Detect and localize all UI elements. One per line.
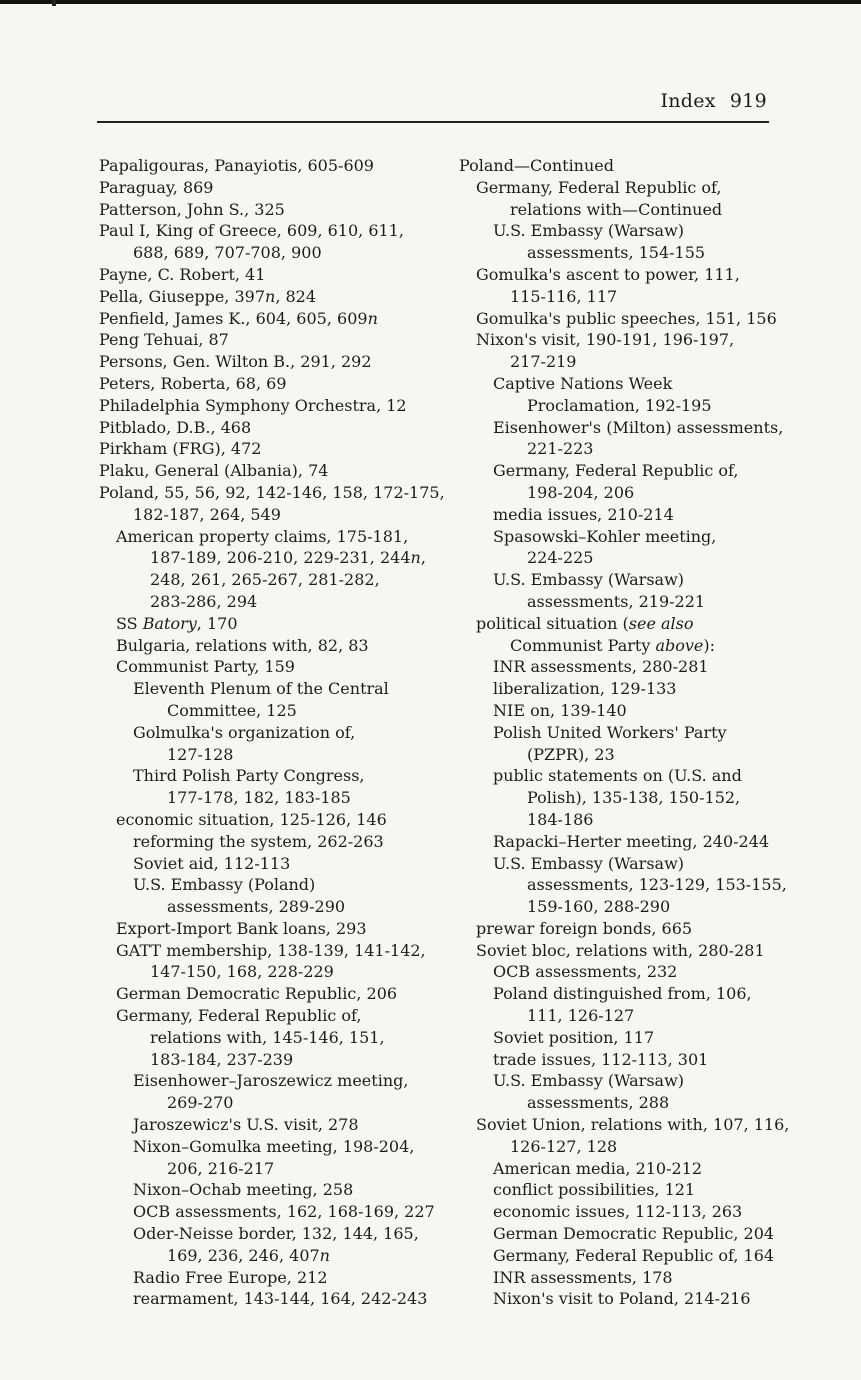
index-entry-continuation: 206, 216-217: [167, 1158, 275, 1178]
index-entry-continuation: 169, 236, 246, 407n: [167, 1245, 330, 1265]
index-entry-line: conflict possibilities, 121: [493, 1180, 696, 1200]
index-entry: [459, 831, 774, 853]
index-entry-line: trade issues, 112-113, 301: [493, 1049, 709, 1069]
index-entry-continuation: Polish), 135-138, 150-152,: [527, 788, 741, 808]
index-entry-line: U.S. Embassy (Warsaw): [493, 221, 685, 241]
index-entry-line: Penfield, James K., 604, 605, 609n: [99, 308, 378, 328]
index-entry: [459, 656, 774, 678]
index-entry-line: Nixon–Ochab meeting, 258: [133, 1180, 354, 1200]
index-entry-continuation: 126-127, 128: [510, 1136, 618, 1156]
index-entry: [99, 438, 419, 460]
index-entry-line: Germany, Federal Republic of,: [493, 461, 739, 481]
index-entry-continuation: 221-223: [527, 439, 594, 459]
index-entry-continuation: 183-184, 237-239: [150, 1049, 294, 1069]
index-entry-continuation: assessments, 123-129, 153-155,: [527, 875, 787, 895]
index-entry: [459, 526, 774, 570]
index-entry-line: GATT membership, 138-139, 141-142,: [116, 940, 426, 960]
index-entry: [99, 526, 426, 613]
index-entry-continuation: 182-187, 264, 549: [133, 504, 281, 524]
index-entry-continuation: 198-204, 206: [527, 482, 635, 502]
index-entry: [99, 1005, 419, 1070]
index-entry-line: Spasowski–Kohler meeting,: [493, 526, 717, 546]
index-entry: [99, 635, 419, 657]
index-entry-line: prewar foreign bonds, 665: [476, 918, 693, 938]
index-entry: [459, 1027, 774, 1049]
index-entry-line: Communist Party, 159: [116, 657, 295, 677]
index-entry: [459, 940, 774, 962]
index-entry-line: Eisenhower–Jaroszewicz meeting,: [133, 1071, 409, 1091]
page-number: 919: [729, 90, 767, 112]
index-entry-line: Oder-Neisse border, 132, 144, 165,: [133, 1224, 419, 1244]
index-entry: [99, 1223, 419, 1267]
index-entry-line: Peters, Roberta, 68, 69: [99, 373, 287, 393]
scan-edge-mark: [52, 0, 56, 6]
index-entry-line: Gomulka's public speeches, 151, 156: [476, 308, 777, 328]
index-entry: [99, 1136, 419, 1180]
index-entry: [459, 417, 784, 461]
index-entry: [459, 504, 774, 526]
index-entry: [99, 940, 426, 984]
index-entry-line: American media, 210-212: [493, 1158, 703, 1178]
index-entry-line: Peng Tehuai, 87: [99, 330, 229, 350]
index-entry-continuation: 127-128: [167, 744, 234, 764]
index-entry-continuation: assessments, 219-221: [527, 591, 706, 611]
index-entry: [99, 722, 419, 766]
index-entry: [459, 918, 774, 940]
index-entry-line: Pirkham (FRG), 472: [99, 439, 262, 459]
index-entry-line: Persons, Gen. Wilton B., 291, 292: [99, 352, 372, 372]
index-entry: [459, 1158, 774, 1180]
index-entry: [459, 1070, 774, 1114]
index-entry-continuation: 184-186: [527, 809, 594, 829]
index-entry: [99, 373, 419, 395]
index-entry-line: Poland, 55, 56, 92, 142-146, 158, 172-175,: [99, 482, 445, 502]
index-entry-line: U.S. Embassy (Warsaw): [493, 1071, 685, 1091]
index-entry-line: U.S. Embassy (Warsaw): [493, 853, 685, 873]
index-entry-line: Philadelphia Symphony Orchestra, 12: [99, 395, 407, 415]
index-entry-line: Germany, Federal Republic of, 164: [493, 1245, 775, 1265]
index-entry: [99, 918, 419, 940]
index-entry-line: German Democratic Republic, 204: [493, 1224, 775, 1244]
index-entry-line: Soviet aid, 112-113: [133, 853, 291, 873]
index-entry: [99, 351, 419, 373]
index-entry: [459, 569, 774, 613]
index-column-left: [99, 155, 445, 1310]
index-entry: [99, 286, 419, 308]
index-entry-line: Papaligouras, Panayiotis, 605-609: [99, 156, 374, 175]
index-entry-line: OCB assessments, 232: [493, 962, 678, 982]
index-entry-line: Captive Nations Week: [493, 373, 673, 393]
header-rule: [97, 121, 769, 123]
index-entry: [459, 460, 774, 504]
index-entry: [99, 155, 419, 177]
index-entry: [459, 373, 774, 417]
index-entry-line: Paraguay, 869: [99, 177, 214, 197]
index-entry-continuation: 248, 261, 265-267, 281-282,: [150, 570, 380, 590]
index-entry-line: liberalization, 129-133: [493, 679, 677, 699]
section-title: Index: [660, 90, 716, 112]
index-column-right: [459, 155, 790, 1310]
index-entry-line: economic issues, 112-113, 263: [493, 1202, 743, 1222]
index-entry-line: rearmament, 143-144, 164, 242-243: [133, 1289, 428, 1309]
index-entry: [459, 264, 774, 308]
index-entry-line: Radio Free Europe, 212: [133, 1267, 328, 1287]
index-entry: [99, 678, 419, 722]
index-entry: [459, 961, 774, 983]
index-entry: [99, 765, 419, 809]
index-entry-continuation: relations with, 145-146, 151,: [150, 1027, 385, 1047]
index-entry-continuation: 269-270: [167, 1093, 234, 1113]
index-entry-line: Gomulka's ascent to power, 111,: [476, 264, 740, 284]
index-entry: [99, 264, 419, 286]
index-entry-line: Patterson, John S., 325: [99, 199, 285, 219]
index-entry: [459, 155, 774, 177]
index-entry: [99, 613, 419, 635]
index-entry-line: Eleventh Plenum of the Central: [133, 679, 389, 699]
running-head: [660, 90, 767, 112]
index-entry-line: economic situation, 125-126, 146: [116, 809, 387, 829]
index-entry: [459, 1245, 774, 1267]
index-entry-continuation: assessments, 288: [527, 1093, 670, 1113]
index-entry-continuation: 187-189, 206-210, 229-231, 244n,: [150, 548, 426, 568]
index-entry: [99, 1070, 419, 1114]
index-entry: [459, 308, 777, 330]
index-entry: [459, 1114, 790, 1158]
index-entry: [99, 395, 419, 417]
index-entry-line: media issues, 210-214: [493, 504, 674, 524]
index-entry: [99, 853, 419, 875]
index-entry-line: Export-Import Bank loans, 293: [116, 918, 367, 938]
index-entry: [459, 1201, 774, 1223]
index-entry-continuation: 283-286, 294: [150, 591, 258, 611]
index-entry: [459, 1179, 774, 1201]
index-entry: [99, 308, 419, 330]
index-entry-line: Nixon's visit to Poland, 214-216: [493, 1289, 751, 1309]
index-entry: [459, 613, 774, 657]
index-entry-line: Pella, Giuseppe, 397n, 824: [99, 286, 317, 306]
index-entry-line: reforming the system, 262-263: [133, 831, 384, 851]
index-entry: [459, 1223, 774, 1245]
index-entry-line: public statements on (U.S. and: [493, 766, 742, 786]
index-entry-line: Eisenhower's (Milton) assessments,: [493, 417, 784, 437]
index-entry-line: NIE on, 139-140: [493, 700, 627, 720]
index-entry-line: Soviet Union, relations with, 107, 116,: [476, 1115, 790, 1135]
index-entry-continuation: 159-160, 288-290: [527, 897, 671, 917]
index-entry-line: Polish United Workers' Party: [493, 722, 727, 742]
index-entry-line: INR assessments, 280-281: [493, 657, 709, 677]
index-entry: [99, 1179, 419, 1201]
index-entry: [99, 199, 419, 221]
index-entry-line: Rapacki–Herter meeting, 240-244: [493, 831, 770, 851]
index-entry: [459, 853, 787, 918]
index-entry-line: U.S. Embassy (Warsaw): [493, 570, 685, 590]
index-entry: [99, 329, 419, 351]
index-entry: [459, 1267, 774, 1289]
index-entry-line: Germany, Federal Republic of,: [476, 177, 722, 197]
index-entry: [459, 329, 774, 373]
index-entry-line: Bulgaria, relations with, 82, 83: [116, 635, 369, 655]
index-entry-continuation: (PZPR), 23: [527, 744, 615, 764]
index-entry-continuation: assessments, 289-290: [167, 897, 346, 917]
index-entry-line: Payne, C. Robert, 41: [99, 264, 266, 284]
index-entry-line: Poland distinguished from, 106,: [493, 984, 752, 1004]
index-entry-continuation: 217-219: [510, 352, 577, 372]
index-entry-continuation: Communist Party above):: [510, 635, 716, 655]
index-entry: [99, 983, 419, 1005]
index-entry-continuation: 147-150, 168, 228-229: [150, 962, 334, 982]
index-entry-line: German Democratic Republic, 206: [116, 984, 398, 1004]
index-entry-line: Plaku, General (Albania), 74: [99, 461, 329, 481]
index-entry: [459, 678, 774, 700]
index-entry: [99, 460, 419, 482]
index-entry-line: Pitblado, D.B., 468: [99, 417, 252, 437]
index-entry-line: Nixon–Gomulka meeting, 198-204,: [133, 1136, 415, 1156]
index-entry-line: Paul I, King of Greece, 609, 610, 611,: [99, 221, 404, 241]
index-entry: [99, 831, 419, 853]
index-entry: [99, 1288, 428, 1310]
index-entry-continuation: relations with—Continued: [510, 199, 723, 219]
index-entry-line: American property claims, 175-181,: [116, 526, 409, 546]
index-entry: [99, 482, 445, 526]
index-entry-continuation: Proclamation, 192-195: [527, 395, 712, 415]
index-entry: [99, 1201, 435, 1223]
index-entry-line: U.S. Embassy (Poland): [133, 875, 316, 895]
index-entry: [99, 874, 419, 918]
index-entry-continuation: 115-116, 117: [510, 286, 618, 306]
index-entry-line: Third Polish Party Congress,: [133, 766, 365, 786]
index-entry-line: Soviet position, 117: [493, 1027, 655, 1047]
index-entry-line: OCB assessments, 162, 168-169, 227: [133, 1202, 435, 1222]
index-entry: [99, 220, 419, 264]
index-entry: [459, 220, 774, 264]
index-entry-continuation: Committee, 125: [167, 700, 297, 720]
index-entry-continuation: 224-225: [527, 548, 594, 568]
index-entry-continuation: assessments, 154-155: [527, 243, 706, 263]
index-entry: [459, 177, 774, 221]
index-entry: [99, 809, 419, 831]
index-entry-continuation: 688, 689, 707-708, 900: [133, 243, 322, 263]
index-entry-line: Germany, Federal Republic of,: [116, 1006, 362, 1026]
index-entry-continuation: 111, 126-127: [527, 1006, 635, 1026]
index-entry: [459, 1049, 774, 1071]
index-entry: [99, 1267, 419, 1289]
index-entry-line: Golmulka's organization of,: [133, 722, 356, 742]
index-entry-line: SS Batory, 170: [116, 613, 238, 633]
index-entry-line: political situation (see also: [476, 613, 694, 633]
scan-edge: [0, 0, 861, 4]
index-entry: [459, 1288, 774, 1310]
index-entry-line: Nixon's visit, 190-191, 196-197,: [476, 330, 735, 350]
index-entry-continuation: 177-178, 182, 183-185: [167, 788, 351, 808]
index-entry: [99, 1114, 419, 1136]
index-entry: [459, 983, 774, 1027]
index-entry-line: INR assessments, 178: [493, 1267, 673, 1287]
index-entry: [99, 656, 419, 678]
index-entry: [99, 177, 419, 199]
index-entry: [459, 765, 774, 830]
index-entry-line: Poland—Continued: [459, 156, 614, 175]
index-entry: [459, 700, 774, 722]
index-entry: [99, 417, 419, 439]
index-entry-line: Jaroszewicz's U.S. visit, 278: [133, 1115, 359, 1135]
index-entry-line: Soviet bloc, relations with, 280-281: [476, 940, 765, 960]
index-entry: [459, 722, 774, 766]
